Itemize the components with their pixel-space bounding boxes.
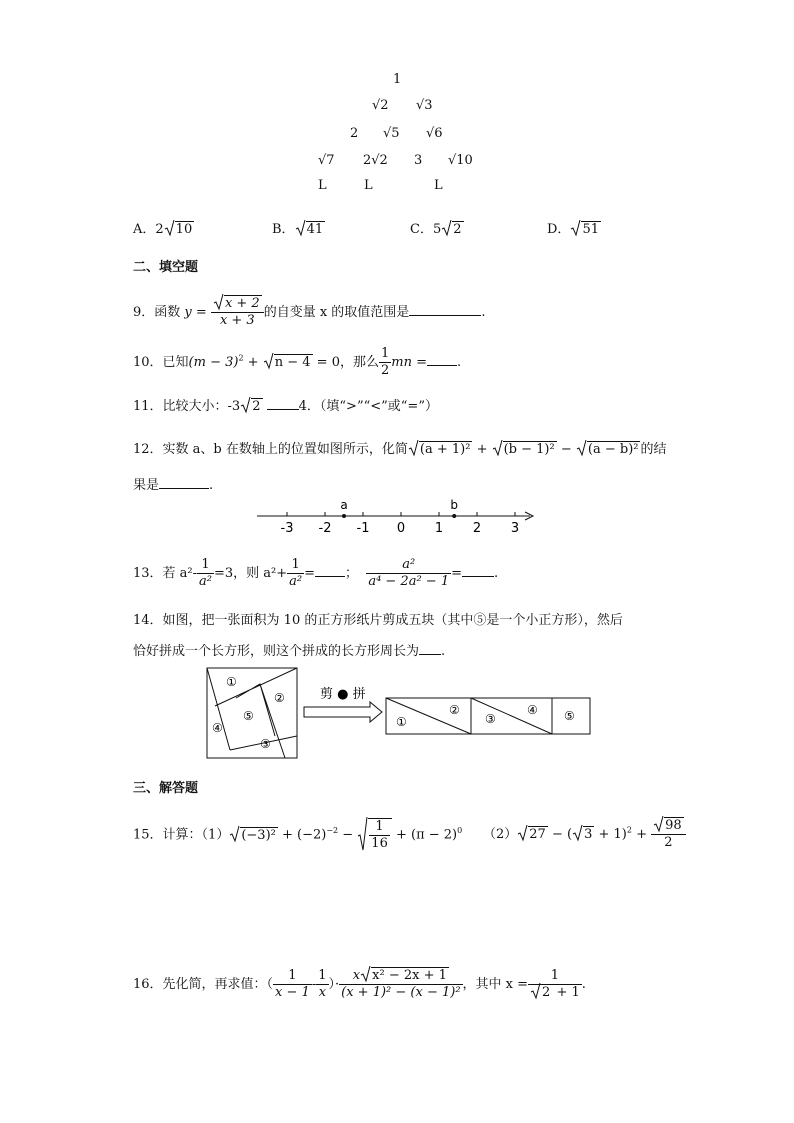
choice-a[interactable] xyxy=(133,218,194,237)
q16-den: (x + 1)² − (x − 1)² xyxy=(341,985,461,1000)
piece-label-4: ④ xyxy=(212,721,223,735)
q10-frac-num: 1 xyxy=(380,346,390,361)
rect-piece-4: ④ xyxy=(527,703,538,717)
q12-plus: + xyxy=(472,442,492,457)
q16-num-x: x xyxy=(352,968,361,983)
triangle-cell: L xyxy=(364,178,373,193)
q16-x-num: 1 xyxy=(528,968,582,985)
q13-frac-den: a² xyxy=(199,574,212,589)
triangle-cell: √7 xyxy=(318,153,335,168)
q12-tail: 的结 xyxy=(640,442,667,457)
q10-answer-blank[interactable] xyxy=(427,353,457,366)
triangle-cell: 2 xyxy=(350,126,359,141)
number-line-point xyxy=(452,514,456,518)
piece-label-2: ② xyxy=(274,691,285,705)
q15-radical-1: (−3)² xyxy=(241,827,276,843)
q10-plus: + xyxy=(243,355,263,370)
q12-minus: − xyxy=(556,442,576,457)
right-arrow-icon xyxy=(304,702,382,722)
number-line-point-label: b xyxy=(450,498,459,512)
q9-denominator: x + 3 xyxy=(219,313,255,328)
q16-x-den-rad: 2 xyxy=(542,985,551,1000)
q10-text: = 0，那么 xyxy=(312,355,379,370)
q9-fraction xyxy=(211,296,264,329)
q15-minus: − xyxy=(338,827,358,843)
piece-label-3: ③ xyxy=(260,737,271,751)
q13-text2: =3，则 a²+ xyxy=(214,566,288,581)
number-line-tick-label: -3 xyxy=(280,521,294,536)
triangle-cell: √5 xyxy=(383,126,400,141)
number-line-tick-label: -2 xyxy=(318,521,332,536)
q9-period: . xyxy=(481,305,486,320)
q13-answer-blank-1[interactable] xyxy=(315,564,345,577)
triangle-row1: 1 xyxy=(393,72,402,87)
choice-c[interactable] xyxy=(410,218,464,237)
number-line-point-label: a xyxy=(340,498,348,512)
q15-sqrt27: 27 xyxy=(529,827,546,842)
question-14-line1: 14．如图，把一张面积为 10 的正方形纸片剪成五块（其中⑤是一个小正方形），然后 xyxy=(133,613,623,628)
q15-plus: + xyxy=(631,827,652,842)
choice-b-label: B． xyxy=(272,222,295,237)
q15-den: 2 xyxy=(664,835,673,850)
q16-period: . xyxy=(581,977,586,992)
q12-radical-3: (a − b)² xyxy=(587,442,639,457)
q15-sqrt3: 3 xyxy=(584,827,593,842)
q11-text2: 4．（填“>”“<”或“=”） xyxy=(298,399,438,414)
rect-piece-1: ① xyxy=(396,715,407,729)
q15-label2: （2） xyxy=(483,827,518,842)
triangle-cell: √6 xyxy=(426,126,443,141)
q15-exp: 2 xyxy=(626,825,632,835)
choice-d-radicand: 51 xyxy=(582,222,599,237)
rect-piece-5: ⑤ xyxy=(564,709,575,723)
question-9 xyxy=(133,296,485,329)
section-heading-solve: 三、解答题 xyxy=(133,781,199,796)
q13-semicolon: ； xyxy=(345,566,359,581)
section-heading-fill-blank: 二、填空题 xyxy=(133,260,199,275)
choice-a-label: A．2 xyxy=(133,222,164,237)
q12-period: . xyxy=(209,478,214,493)
q16-f1-den: x − 1 xyxy=(275,985,310,1000)
rect-piece-2: ② xyxy=(449,703,460,717)
q14-text: 恰好拼成一个长方形，则这个拼成的长方形周长为 xyxy=(133,644,420,659)
question-12 xyxy=(133,438,667,457)
q12-text: 12．实数 a、b 在数轴上的位置如图所示，化简 xyxy=(133,442,408,457)
q10-radicand: n − 4 xyxy=(274,355,311,370)
question-13 xyxy=(133,557,498,590)
q11-text: 11．比较大小：-3 xyxy=(133,399,241,414)
q16-f2-den: x xyxy=(318,985,327,1000)
question-10 xyxy=(133,346,461,379)
q12-answer-blank[interactable] xyxy=(159,476,209,489)
q13-answer-blank-2[interactable] xyxy=(462,564,494,577)
q15-plus-close: + 1) xyxy=(594,827,627,842)
q13-equals-2: = xyxy=(451,566,462,581)
piece-label-1: ① xyxy=(226,675,237,689)
q9-text: 的自变量 x 的取值范围是 xyxy=(263,305,410,320)
q13-frac3-den: a⁴ − 2a² − 1 xyxy=(368,574,450,589)
triangle-cell: 3 xyxy=(414,153,423,168)
q15-frac-num: 1 xyxy=(369,819,390,836)
number-line-tick-label: -1 xyxy=(356,521,370,536)
q16-num-rad: x² − 2x + 1 xyxy=(372,968,447,983)
q15-frac-den: 16 xyxy=(371,836,388,851)
cut-and-assemble-figure xyxy=(200,666,595,770)
q13-text1: 13．若 a²- xyxy=(133,566,198,581)
choice-a-radicand: 10 xyxy=(175,222,193,237)
q13-frac3-num: a² xyxy=(366,557,451,574)
q12-radical-2: (b − 1)² xyxy=(503,442,555,457)
number-line-point xyxy=(342,514,346,518)
q13-frac-num: 1 xyxy=(197,557,214,574)
question-15-part2 xyxy=(483,818,686,851)
choice-c-radicand: 2 xyxy=(453,222,462,237)
q15-label: 15．计算：（1） xyxy=(133,827,230,843)
q16-minus: - xyxy=(311,977,317,992)
q16-x-den-plus: + 1 xyxy=(552,985,580,1000)
q16-close: ）· xyxy=(328,977,340,992)
choice-d-label: D． xyxy=(547,222,571,237)
triangle-cell: L xyxy=(434,178,443,193)
q15-minus-open: − ( xyxy=(547,827,573,842)
q9-numerator: x + 2 xyxy=(224,296,260,311)
q9-label: 9．函数 xyxy=(133,305,181,320)
q15-sqrt98: 98 xyxy=(665,818,682,833)
q14-period: . xyxy=(441,644,446,659)
q10-mn: mn = xyxy=(391,355,427,370)
number-line-tick-label: 3 xyxy=(510,521,520,536)
q11-answer-blank[interactable] xyxy=(267,397,299,410)
choice-d[interactable] xyxy=(547,218,601,237)
choice-b-radicand: 41 xyxy=(306,222,324,237)
question-15 xyxy=(133,818,462,852)
choice-c-label: C．5 xyxy=(410,222,442,237)
q15-term-2: + (−2) xyxy=(277,827,327,843)
q10-frac-den: 2 xyxy=(380,363,390,378)
choice-b[interactable] xyxy=(272,218,325,237)
triangle-cell: √2 xyxy=(372,98,389,113)
q16-f2-num: 1 xyxy=(318,968,327,983)
question-12-line2 xyxy=(133,474,213,493)
q12-line2-text: 果是 xyxy=(133,478,160,493)
triangle-cell: L xyxy=(318,178,327,193)
q13-frac2-den: a² xyxy=(289,574,303,589)
question-11 xyxy=(133,395,438,414)
q16-label: 16．先化简，再求值：（ xyxy=(133,977,274,992)
question-14-line2 xyxy=(133,640,445,659)
number-line xyxy=(255,498,540,538)
triangle-cell: √10 xyxy=(448,153,473,168)
q10-label: 10．已知 xyxy=(133,355,189,370)
triangle-cell: 2√2 xyxy=(363,153,388,168)
q13-frac2-num: 1 xyxy=(287,557,304,574)
rect-piece-3: ③ xyxy=(485,712,496,726)
triangle-cell: √3 xyxy=(416,98,433,113)
q15-exp-2: −2 xyxy=(326,826,339,836)
arrow-label: 剪 ● 拼 xyxy=(320,687,366,702)
question-16 xyxy=(133,968,586,1001)
q9-y: y = xyxy=(184,305,207,320)
q15-term-5: + (π − 2) xyxy=(391,827,458,843)
q10-exponent: 2 xyxy=(238,353,244,363)
q16-f1-num: 1 xyxy=(273,968,312,985)
q10-period: . xyxy=(456,355,462,370)
piece-label-5: ⑤ xyxy=(243,709,254,723)
q11-radicand: 2 xyxy=(252,399,261,414)
q13-equals: = xyxy=(304,566,316,581)
q16-where: ，其中 x = xyxy=(462,977,529,992)
number-line-tick-label: 2 xyxy=(472,521,482,536)
q12-radical-1: (a + 1)² xyxy=(419,442,471,457)
number-line-tick-label: 1 xyxy=(434,521,444,536)
number-line-tick-label: 0 xyxy=(396,521,406,536)
q13-period: . xyxy=(494,566,499,581)
q15-exp-5: 0 xyxy=(457,826,463,836)
q9-answer-blank[interactable] xyxy=(409,303,481,316)
q14-answer-blank[interactable] xyxy=(419,642,441,655)
q10-expr: (m − 3) xyxy=(188,355,239,370)
